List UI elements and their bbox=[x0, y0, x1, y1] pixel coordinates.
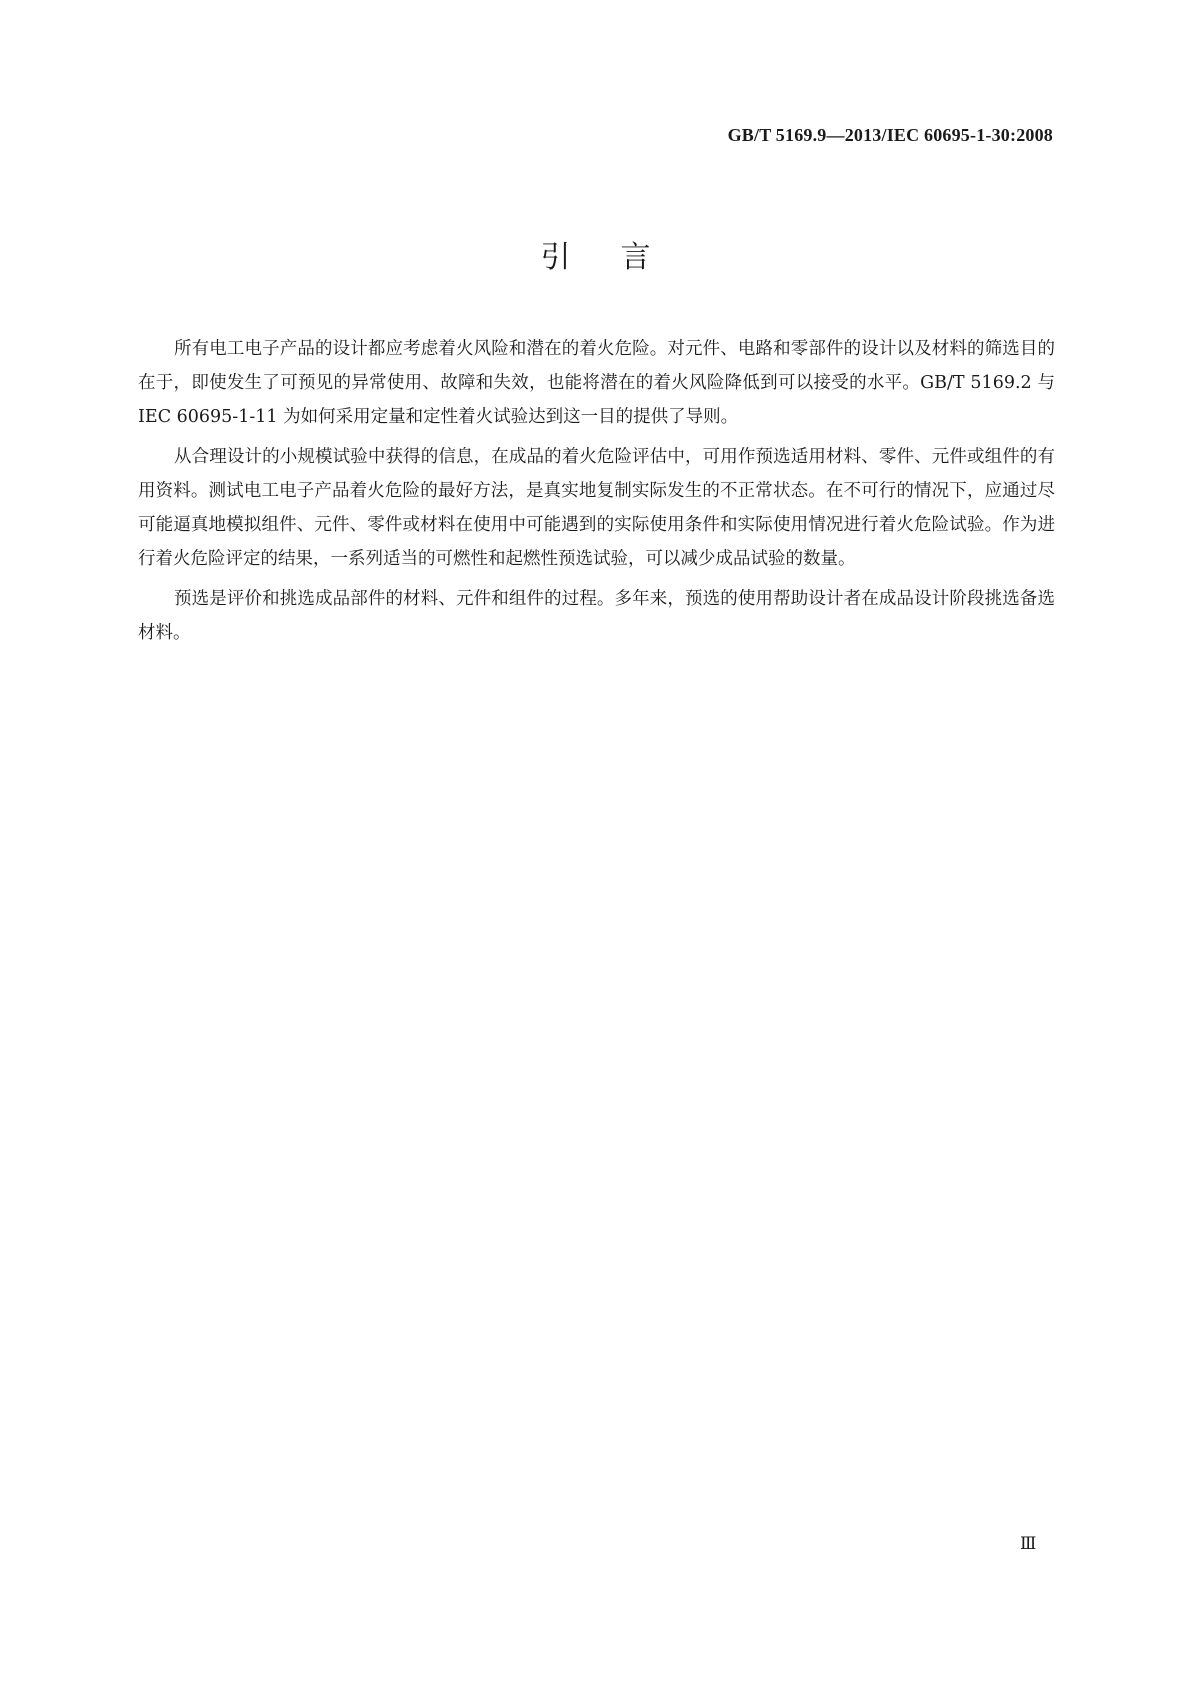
section-title: 引言 bbox=[540, 240, 701, 275]
page-number: Ⅲ bbox=[1020, 1534, 1037, 1553]
paragraph-1: 所有电工电子产品的设计都应考虑着火风险和潜在的着火危险。对元件、电路和零部件的设计以及材料的筛选目的在于，即使发生了可预见的异常使用、故障和失效，也能将潜在的着火风险降低到可以接受的水平。GB/T 5169.2 与 IEC 60695-1-11 为如何采用定量和定性着火试验达到这一目的提供了导则。 bbox=[138, 339, 1055, 427]
paragraph-2: 从合理设计的小规模试验中获得的信息，在成品的着火危险评估中，可用作预选适用材料、零件、元件或组件的有用资料。测试电工电子产品着火危险的最好方法，是真实地复制实际发生的不正常状态。在不可行的情况下，应通过尽可能逼真地模拟组件、元件、零件或材料在使用中可能遇到的实际使用条件和实际使用情况进行着火危险试验。作为进行着火危险评定的结果，一系列适当的可燃性和起燃性预选试验，可以减少成品试验的数量。 bbox=[138, 447, 1055, 569]
paragraph-3: 预选是评价和挑选成品部件的材料、元件和组件的过程。多年来，预选的使用帮助设计者在成品设计阶段挑选备选材料。 bbox=[138, 589, 1055, 643]
body-text bbox=[138, 332, 1055, 656]
standard-code-header: GB/T 5169.9—2013/IEC 60695-1-30:2008 bbox=[727, 125, 1053, 145]
